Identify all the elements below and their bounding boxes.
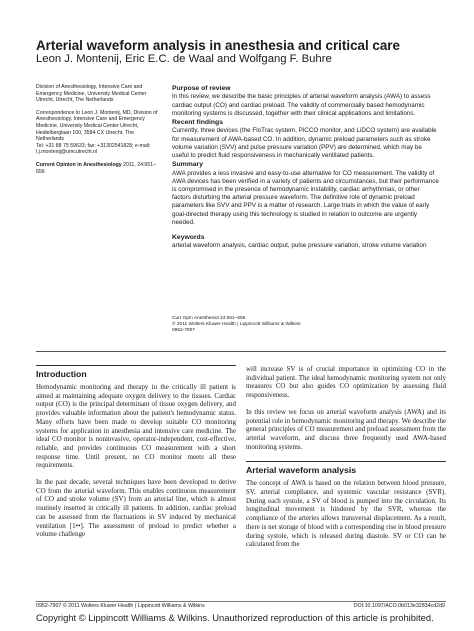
author-affiliation-panel: [36, 84, 162, 181]
intro-paragraph-1: Hemodynamic monitoring and therapy in the critically ill patient is aimed at maintaining adequate oxygen delivery to the tissues. Cardiac output (CO) is the principal determinant of tissue oxygen delivery, and provides valuable information about the patient's hemodynamic status. Many efforts have been made to develop suitable CO monitoring systems for application in anesthesia and intensive care medicine. The ideal CO monitor is noninvasive, operator-independent, cost-effective, reliable, and provides continuous CO measurement with a short response time. Until present, no CO monitor meets all these requirements.: [36, 383, 236, 470]
article-title: Arterial waveform analysis in anesthesia and critical care: [36, 38, 400, 53]
footer-copyright: 0952-7907 © 2011 Wolters Kluwer Health | Lippincott Williams & Wilkins: [36, 603, 205, 609]
body-column-left: [36, 365, 236, 547]
keywords-heading: Keywords: [172, 234, 205, 242]
citation-copyright: © 2011 Wolters Kluwer Health | Lippincott Williams & Wilkins: [172, 321, 301, 327]
purpose-heading: Purpose of review: [172, 85, 231, 92]
keywords-text: arterial waveform analysis, cardiac output, pulse pressure variation, stroke volume variation: [172, 242, 427, 250]
contact-info: Tel: +31 88 75 59633; fax: +31302541828; e-mail: l.j.montenij@umcutrecht.nl: [36, 142, 151, 156]
journal-volume: 2011, 24:651–656: [36, 161, 156, 175]
correspondence: Correspondence to Leon J. Montenij, MD, Division of Anesthesiology, Intensive Care and Emergency Medicine, University Medical Center Utrecht, Heidelberglaan 100, 3584 CX Utrecht, The Netherlands: [36, 109, 158, 143]
purpose-text: In this review, we describe the basic principles of arterial waveform analysis (AWA) to assess cardiac output (CO) and cardiac preload. The validity of commercially based hemodynamic monitoring systems is discussed, together with their clinical applications and limitations.: [172, 93, 431, 117]
citation-block: [172, 316, 372, 334]
body-column-right: [246, 365, 446, 557]
summary-heading: Summary: [172, 161, 203, 169]
awa-heading: Arterial waveform analysis: [246, 461, 446, 478]
journal-name: Current Opinion in Anesthesiology: [36, 161, 122, 168]
citation-issn: 0952-7907: [172, 327, 195, 333]
summary-text: AWA provides a less invasive and easy-to-use alternative for CO measurement. The validity of AWA devices has been verified in a variety of patients and circumstances, but their performance is compromised in the presence of hemodynamic instability, cardiac arrhythmias, or other factors disturbing the arterial pressure waveform. The definitive role of dynamic preload parameters like SVV and PPV is a matter of research. Large trials in which the value of early goal-directed therapy using this technology is studied in relation to outcome are urgently needed.: [172, 169, 439, 226]
intro-paragraph-2: In the past decade, several techniques have been developed to derive CO from the arterial waveform. This enables continuous measurement of CO and stroke volume (SV) from an arterial line, which is almost routinely inserted in critically ill patients. In addition, cardiac preload can be assessed from the fluctuations in SV induced by mechanical ventilation [1••]. The assessment of preload to predict whether a volume challenge: [36, 478, 236, 539]
abstract: [172, 84, 440, 251]
journal-reference: [36, 162, 162, 175]
author-list: Leon J. Montenij, Eric E.C. de Waal and Wolfgang F. Buhre: [36, 53, 332, 65]
findings-text: Currently, three devices (the FloTrac system, PiCCO monitor, and LiDCO system) are available for measurement of AWA-based CO. In addition, dynamic preload parameters such as stroke volume variation (SVV) and pulse pressure variation (PPV) are determined, which may be useful to predict fluid responsiveness in mechanically ventilated patients.: [172, 127, 437, 160]
section-divider: [36, 351, 446, 352]
awa-paragraph-1: The concept of AWA is based on the relation between blood pressure, SV, arterial compliance, and systemic vascular resistance (SVR). During each systole, a SV of blood is pumped into the circulation. Its longitudinal movement is hindered by the SVR, whereas the compliance of the arteries allows transversal displacement. As a result, there is net storage of blood with a corresponding rise in blood pressure during systole, which is released during diastole. SV or CO can be calculated from the: [246, 479, 446, 549]
intro-paragraph-3: will increase SV is of crucial importance in optimizing CO in the individual patient. The ideal hemodynamic monitoring system not only measures CO but also guides CO optimization by assessing fluid responsiveness.: [246, 365, 446, 400]
findings-heading: Recent findings: [172, 119, 223, 127]
footer-divider: [36, 601, 446, 602]
citation-journal: Curr Opin Anesthesiol 24:651–656: [172, 316, 246, 321]
intro-paragraph-4: In this review we focus on arterial waveform analysis (AWA) and its potential role in hemodynamic monitoring and therapy. We describe the general principles of CO measurement and preload assessment from the arterial waveform, and discuss three frequently used AWA-based monitoring systems.: [246, 407, 446, 451]
copyright-notice: Copyright © Lippincott Williams & Wilkins. Unauthorized reproduction of this article is prohibited.: [36, 612, 434, 623]
introduction-heading: Introduction: [36, 365, 236, 382]
affiliation: Division of Anesthesiology, Intensive Care and Emergency Medicine, University Medical Center Utrecht, Utrecht, The Netherlands: [36, 84, 147, 104]
footer-doi: DOI:10.1097/ACO.0b013e32834cd2d9: [353, 603, 445, 609]
